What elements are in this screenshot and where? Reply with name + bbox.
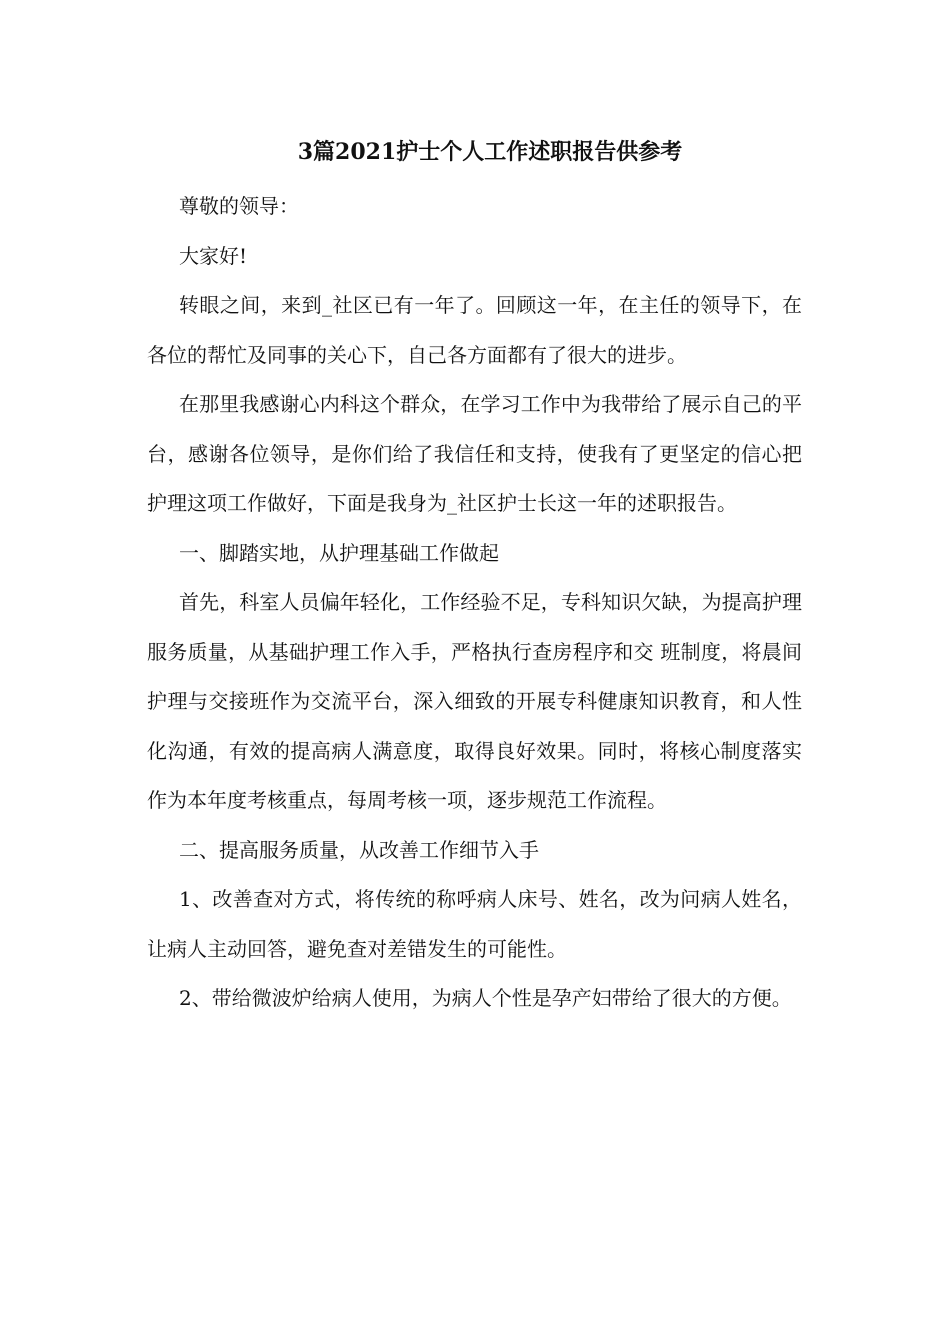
paragraph-thanks: 在那里我感谢心内科这个群众，在学习工作中为我带给了展示自己的平台，感谢各位领导，是你们给了我信任和支持，使我有了更坚定的信心把护理这项工作做好，下面是我身为_社区护士长这一年的述职报告。 bbox=[147, 392, 802, 515]
list-item-1: 1、改善查对方式，将传统的称呼病人床号、姓名，改为问病人姓名，让病人主动回答，避免查对差错发生的可能性。 bbox=[147, 887, 802, 961]
greeting: 大家好! bbox=[179, 243, 248, 268]
document-body bbox=[147, 182, 802, 1024]
list-item-2: 2、带给微波炉给病人使用，为病人个性是孕产妇带给了很大的方便。 bbox=[179, 986, 792, 1010]
section-heading-1: 一、脚踏实地，从护理基础工作做起 bbox=[179, 540, 499, 565]
document-title: 3篇2021护士个人工作述职报告供参考 bbox=[297, 139, 683, 165]
section-heading-2: 二、提高服务质量，从改善工作细节入手 bbox=[179, 837, 539, 862]
paragraph-section-1: 首先，科室人员偏年轻化，工作经验不足，专科知识欠缺，为提高护理服务质量，从基础护理工作入手，严格执行查房程序和交 班制度，将晨间护理与交接班作为交流平台，深入细致的开展专科健康知识教育，和人性化沟通，有效的提高病人满意度，取得良好效果。同时，将核心制度落实作为本年度考核重点，每周考核一项，逐步规范工作流程。 bbox=[147, 590, 802, 812]
salutation: 尊敬的领导： bbox=[179, 194, 299, 218]
paragraph-intro: 转眼之间，来到_社区已有一年了。回顾这一年，在主任的领导下，在各位的帮忙及同事的关心下，自己各方面都有了很大的进步。 bbox=[147, 293, 802, 367]
